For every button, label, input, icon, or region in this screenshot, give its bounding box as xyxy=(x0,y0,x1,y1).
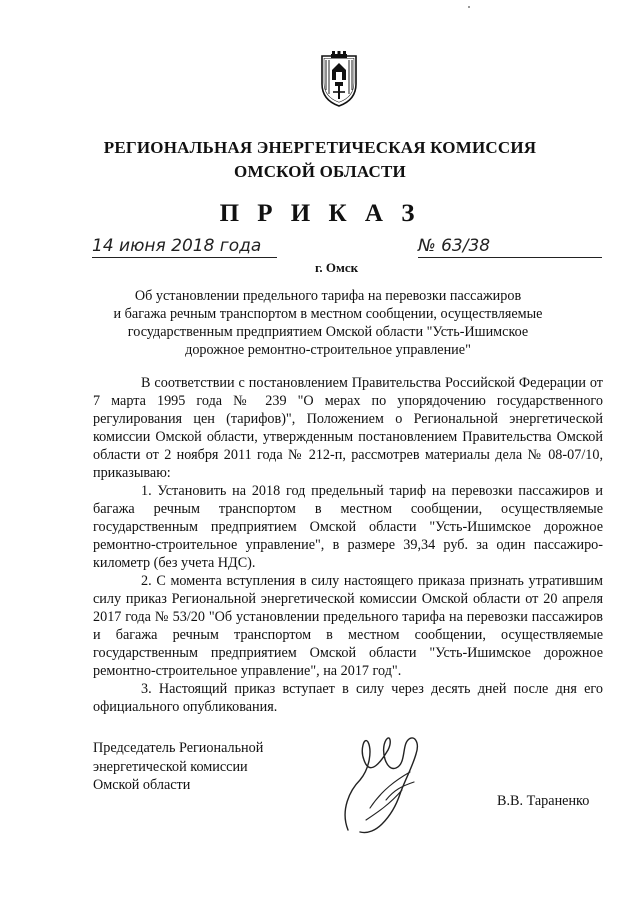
handwritten-date: 14 июня 2018 года xyxy=(92,236,262,256)
omsk-coat-of-arms-icon xyxy=(318,50,360,108)
handwritten-signature xyxy=(330,720,440,840)
document-type-title: П Р И К А З xyxy=(219,200,421,227)
clause-1-paragraph: 1. Установить на 2018 год предельный тариф на перевозки пассажиров и багажа речным транспортом в местном сообщении, осуществляемые государственным предприятием Омской области "Усть-Ишимское дорожное ремонтно-строительное управление", в размере 39,34 руб. за один пассажиро-километр (без учета НДС). xyxy=(93,483,603,571)
subject-line: дорожное ремонтно-строительное управление" xyxy=(185,342,471,358)
organization-region: ОМСКОЙ ОБЛАСТИ xyxy=(234,162,406,181)
handwritten-order-number: № 63/38 xyxy=(418,236,491,256)
clause-2-paragraph: 2. С момента вступления в силу настоящего приказа признать утратившим силу приказ Региональной энергетической комиссии Омской области от 20 апреля 2017 года № 53/20 "Об установлении предельного тарифа на перевозки пассажиров и багажа речным транспортом в местном сообщении, осуществляемые государственным предприятием Омской области "Усть-Ишимское дорожное ремонтно-строительное управление", на 2017 год". xyxy=(93,573,603,679)
date-underline xyxy=(92,257,277,258)
subject-line: государственным предприятием Омской области "Усть-Ишимское xyxy=(127,324,529,340)
position-line: Председатель Региональной xyxy=(93,740,264,756)
organization-name: РЕГИОНАЛЬНАЯ ЭНЕРГЕТИЧЕСКАЯ КОМИССИЯ xyxy=(103,138,537,157)
signatory-position xyxy=(93,739,263,795)
number-underline xyxy=(418,257,602,258)
subject-line: Об установлении предельного тарифа на перевозки пассажиров xyxy=(134,288,522,304)
order-subject xyxy=(100,287,556,359)
clause-3-paragraph: 3. Настоящий приказ вступает в силу через десять дней после дня его официального опубликования. xyxy=(93,681,603,715)
signatory-name: В.В. Тараненко xyxy=(497,793,590,809)
position-line: Омской области xyxy=(93,777,191,793)
order-body xyxy=(93,374,603,716)
city-label: г. Омск xyxy=(315,260,359,275)
scan-mark xyxy=(468,6,470,8)
subject-line: и багажа речным транспортом в местном сообщении, осуществляемые xyxy=(113,306,543,322)
position-line: энергетической комиссии xyxy=(93,758,248,775)
preamble-paragraph: В соответствии с постановлением Правительства Российской Федерации от 7 марта 1995 года № 239 "О мерах по упорядочению государственного регулирования цен (тарифов)", Положением о Региональной энергетической комиссии Омской области, утвержденным постановлением Правительства Омской области от 2 ноября 2011 года № 212-п, рассмотрев материалы дела № 08-07/10, приказываю: xyxy=(93,375,603,481)
